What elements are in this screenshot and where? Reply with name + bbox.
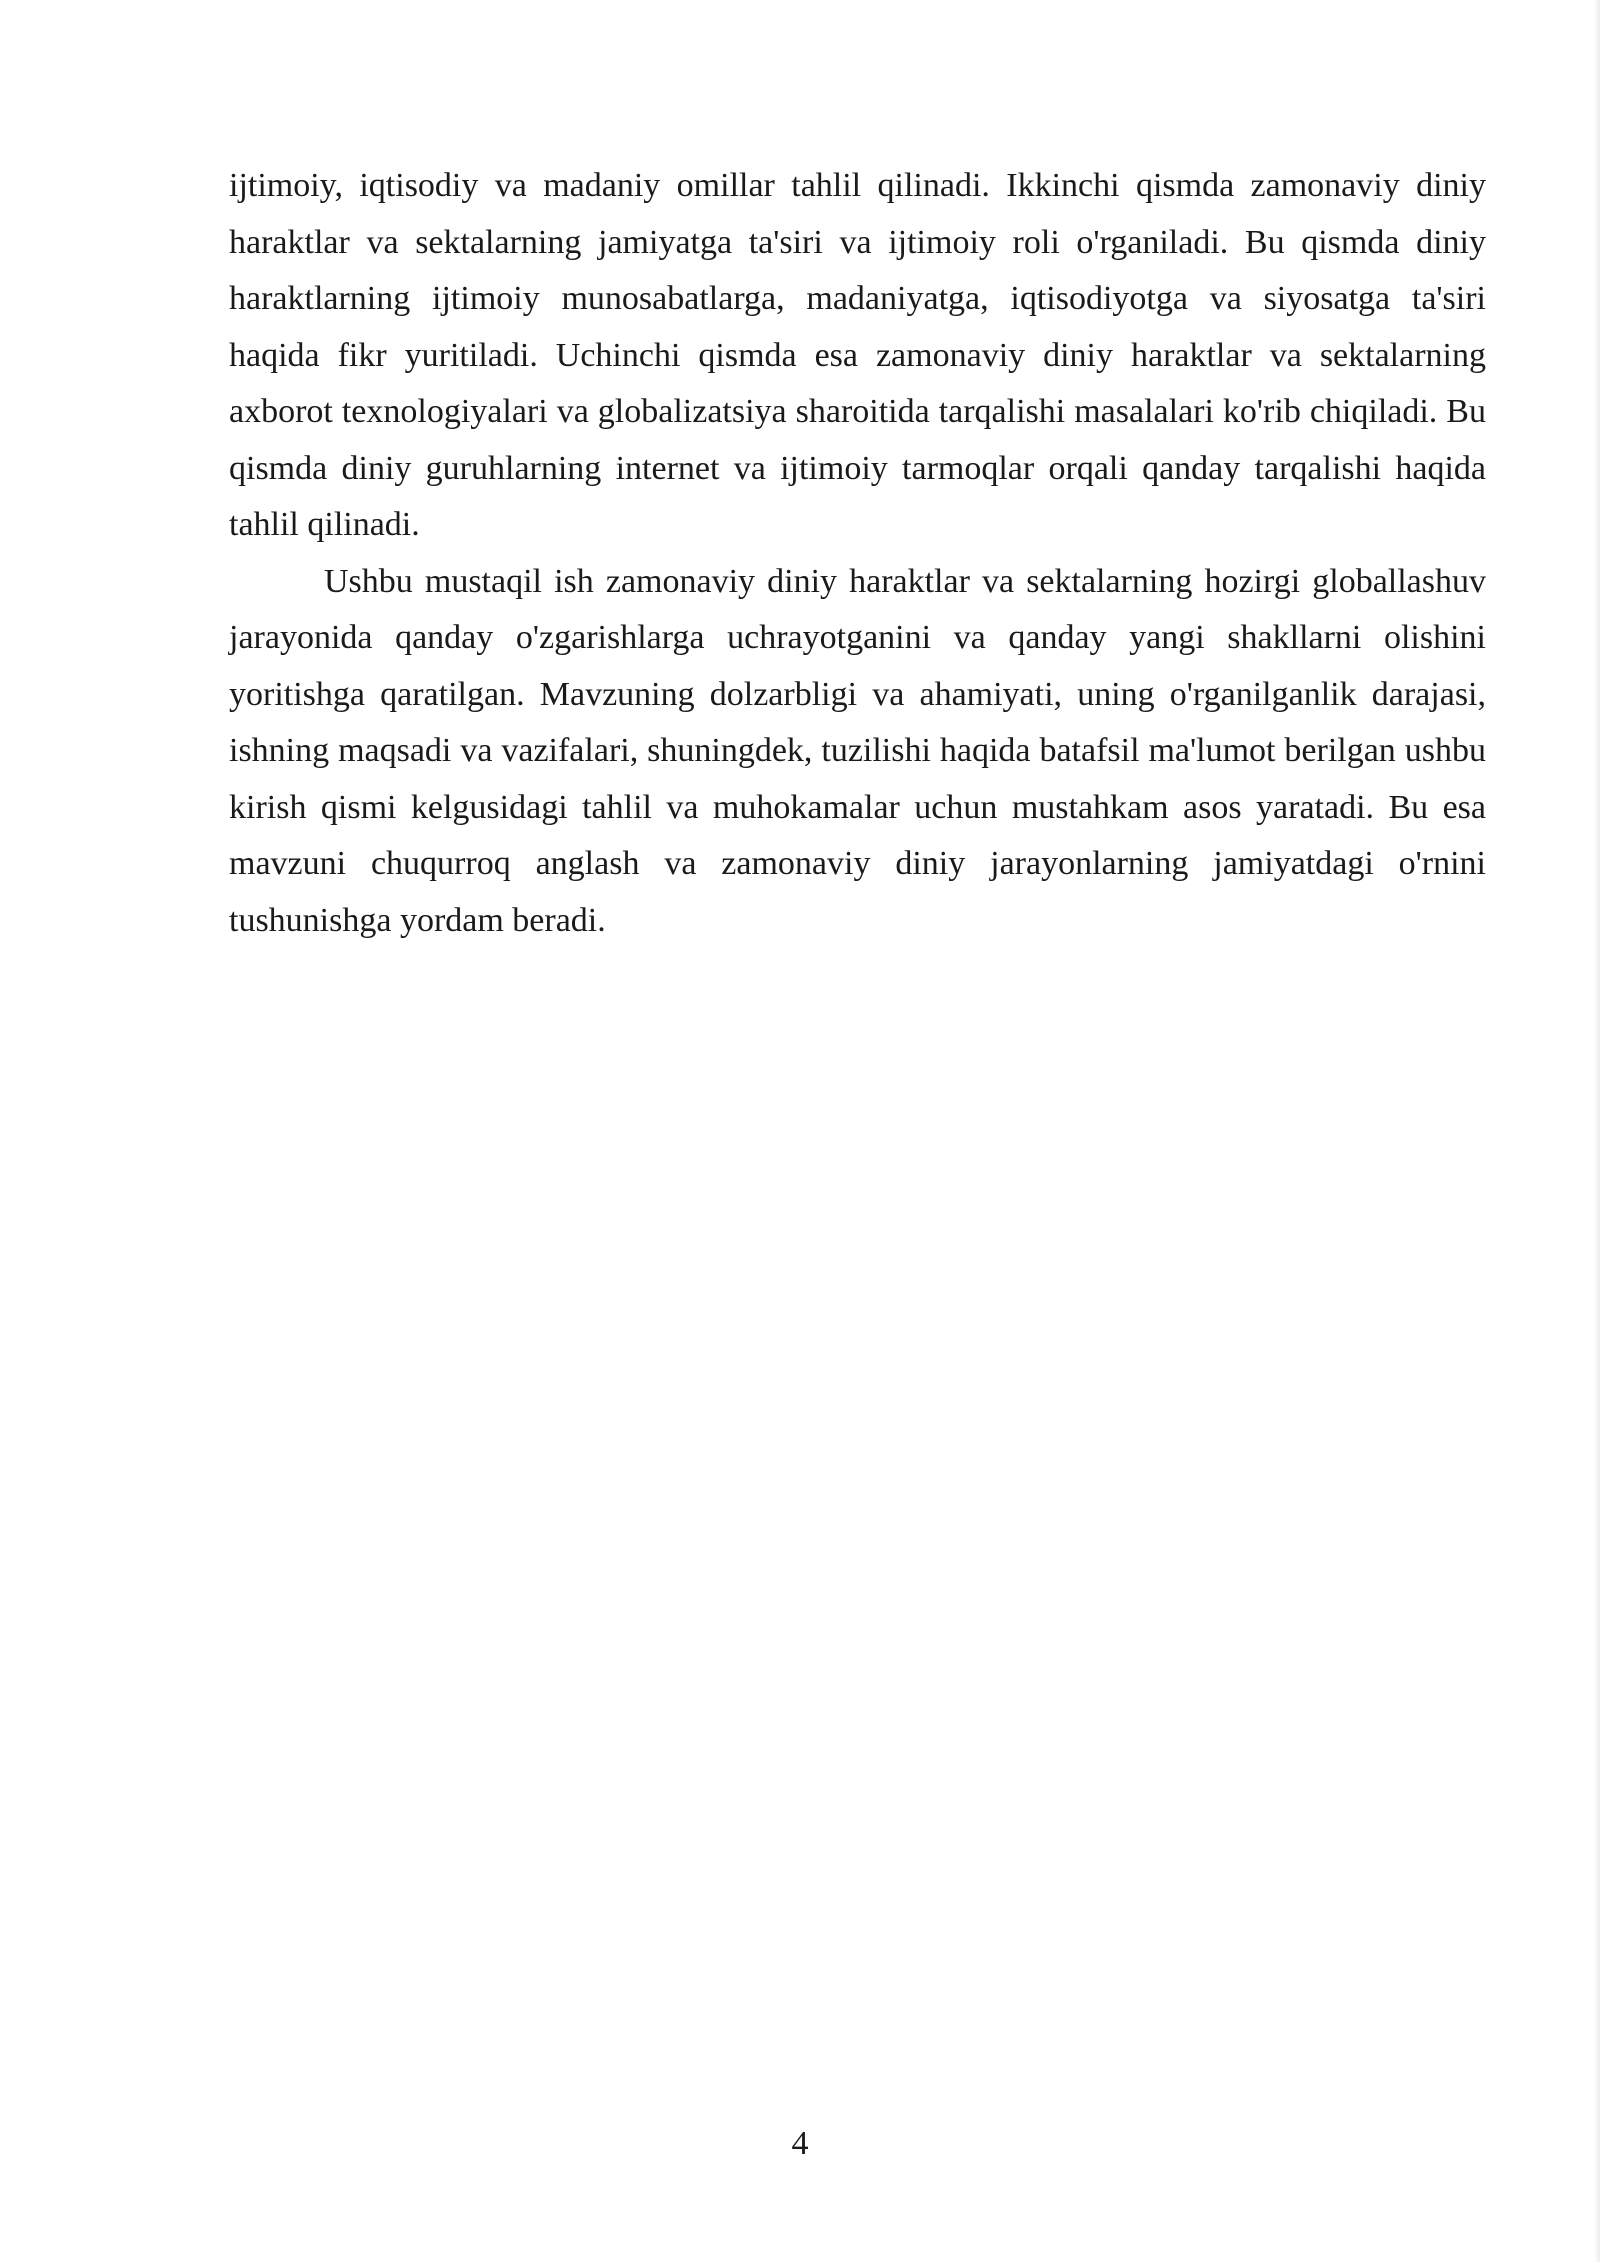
page-number: 4 (791, 2125, 809, 2162)
page-edge-shadow (1594, 0, 1600, 2262)
body-text (229, 158, 1486, 949)
paragraph-2: Ushbu mustaqil ish zamonaviy diniy haraktlar va sektalarning hozirgi globallashuv jarayonida qanday o'zgarishlarga uchrayotganini va qanday yangi shakllarni olishini yoritishga qaratilgan. Mavzuning dolzarbligi va ahamiyati, uning o'rganilganlik darajasi, ishning maqsadi va vazifalari, shuningdek, tuzilishi haqida batafsil ma'lumot berilgan ushbu kirish qismi kelgusidagi tahlil va muhokamalar uchun mustahkam asos yaratadi. Bu esa mavzuni chuqurroq anglash va zamonaviy diniy jarayonlarning jamiyatdagi o'rnini tushunishga yordam beradi. (229, 562, 1486, 939)
paragraph-1: ijtimoiy, iqtisodiy va madaniy omillar tahlil qilinadi. Ikkinchi qismda zamonaviy diniy haraktlar va sektalarning jamiyatga ta'siri va ijtimoiy roli o'rganiladi. Bu qismda diniy haraktlarning ijtimoiy munosabatlarga, madaniyatga, iqtisodiyotga va siyosatga ta'siri haqida fikr yuritiladi. Uchinchi qismda esa zamonaviy diniy haraktlar va sektalarning axborot texnologiyalari va globalizatsiya sharoitida tarqalishi masalalari ko'rib chiqiladi. Bu qismda diniy guruhlarning internet va ijtimoiy tarmoqlar orqali qanday tarqalishi haqida tahlil qilinadi. (229, 167, 1486, 543)
